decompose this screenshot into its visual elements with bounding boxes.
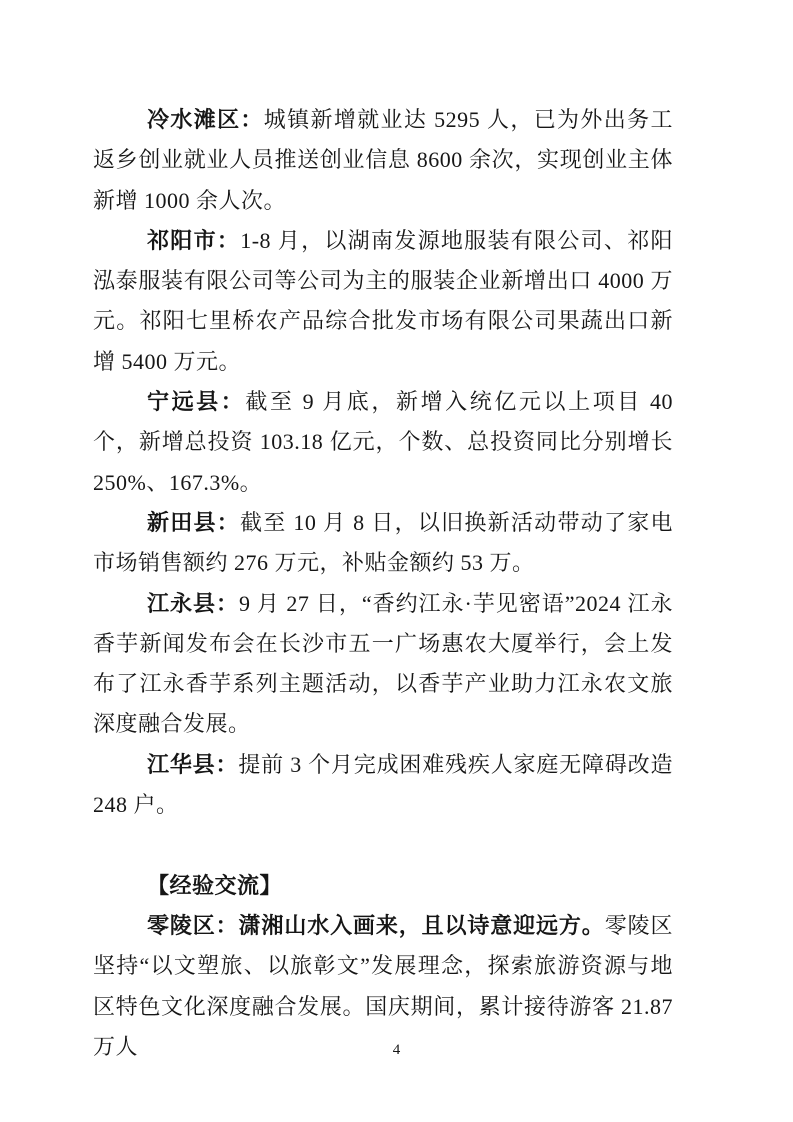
paragraph-text: 9 月 27 日，“香约江永·芋见密语”2024 江永香芋新闻发布会在长沙市五一广场惠农大厦举行，会上发布了江永香芋系列主题活动，以香芋产业助力江永农文旅深度融合发展。 (93, 590, 673, 737)
district-lead: 江华县： (147, 751, 239, 777)
blank-line (93, 825, 673, 865)
page-number: 4 (392, 1042, 401, 1058)
news-paragraph (93, 503, 673, 584)
district-lead: 宁远县： (147, 389, 246, 415)
paragraph-text: 零陵区坚持“以文塑旅、以旅彰文”发展理念，探索旅游资源与地区特色文化深度融合发展。国庆期间，累计接待游客 21.87 万人 (93, 912, 673, 1059)
district-lead: 江永县： (147, 590, 239, 616)
paragraph-text: 截至 9 月底，新增入统亿元以上项目 40 个，新增总投资 103.18 亿元，个数、总投资同比分别增长 250%、167.3%。 (93, 389, 673, 495)
news-paragraph (93, 100, 673, 221)
document-content (93, 100, 673, 1067)
news-paragraph (93, 584, 673, 745)
district-lead: 祁阳市： (147, 227, 241, 253)
district-lead: 冷水滩区： (147, 107, 264, 132)
paragraph-text: 截至 10 月 8 日，以旧换新活动带动了家电市场销售额约 276 万元，补贴金额约 53 万。 (93, 509, 673, 576)
section-header: 【经验交流】 (147, 872, 283, 898)
paragraph-text: 提前 3 个月完成困难残疾人家庭无障碍改造 248 户。 (93, 751, 673, 818)
experience-subtitle: 潇湘山水入画来，且以诗意迎远方。 (238, 912, 605, 938)
news-paragraph (93, 382, 673, 503)
paragraph-text: 城镇新增就业达 5295 人，已为外出务工返乡创业就业人员推送创业信息 8600 余次，实现创业主体新增 1000 余人次。 (93, 107, 673, 213)
district-lead: 零陵区： (147, 912, 239, 938)
news-paragraph (93, 221, 673, 382)
paragraph-text: 1-8 月，以湖南发源地服装有限公司、祁阳泓泰服装有限公司等公司为主的服装企业新增出口 4000 万元。祁阳七里桥农产品综合批发市场有限公司果蔬出口新增 5400 万元。 (93, 227, 673, 374)
district-lead: 新田县： (147, 509, 241, 535)
news-paragraph (93, 745, 673, 826)
